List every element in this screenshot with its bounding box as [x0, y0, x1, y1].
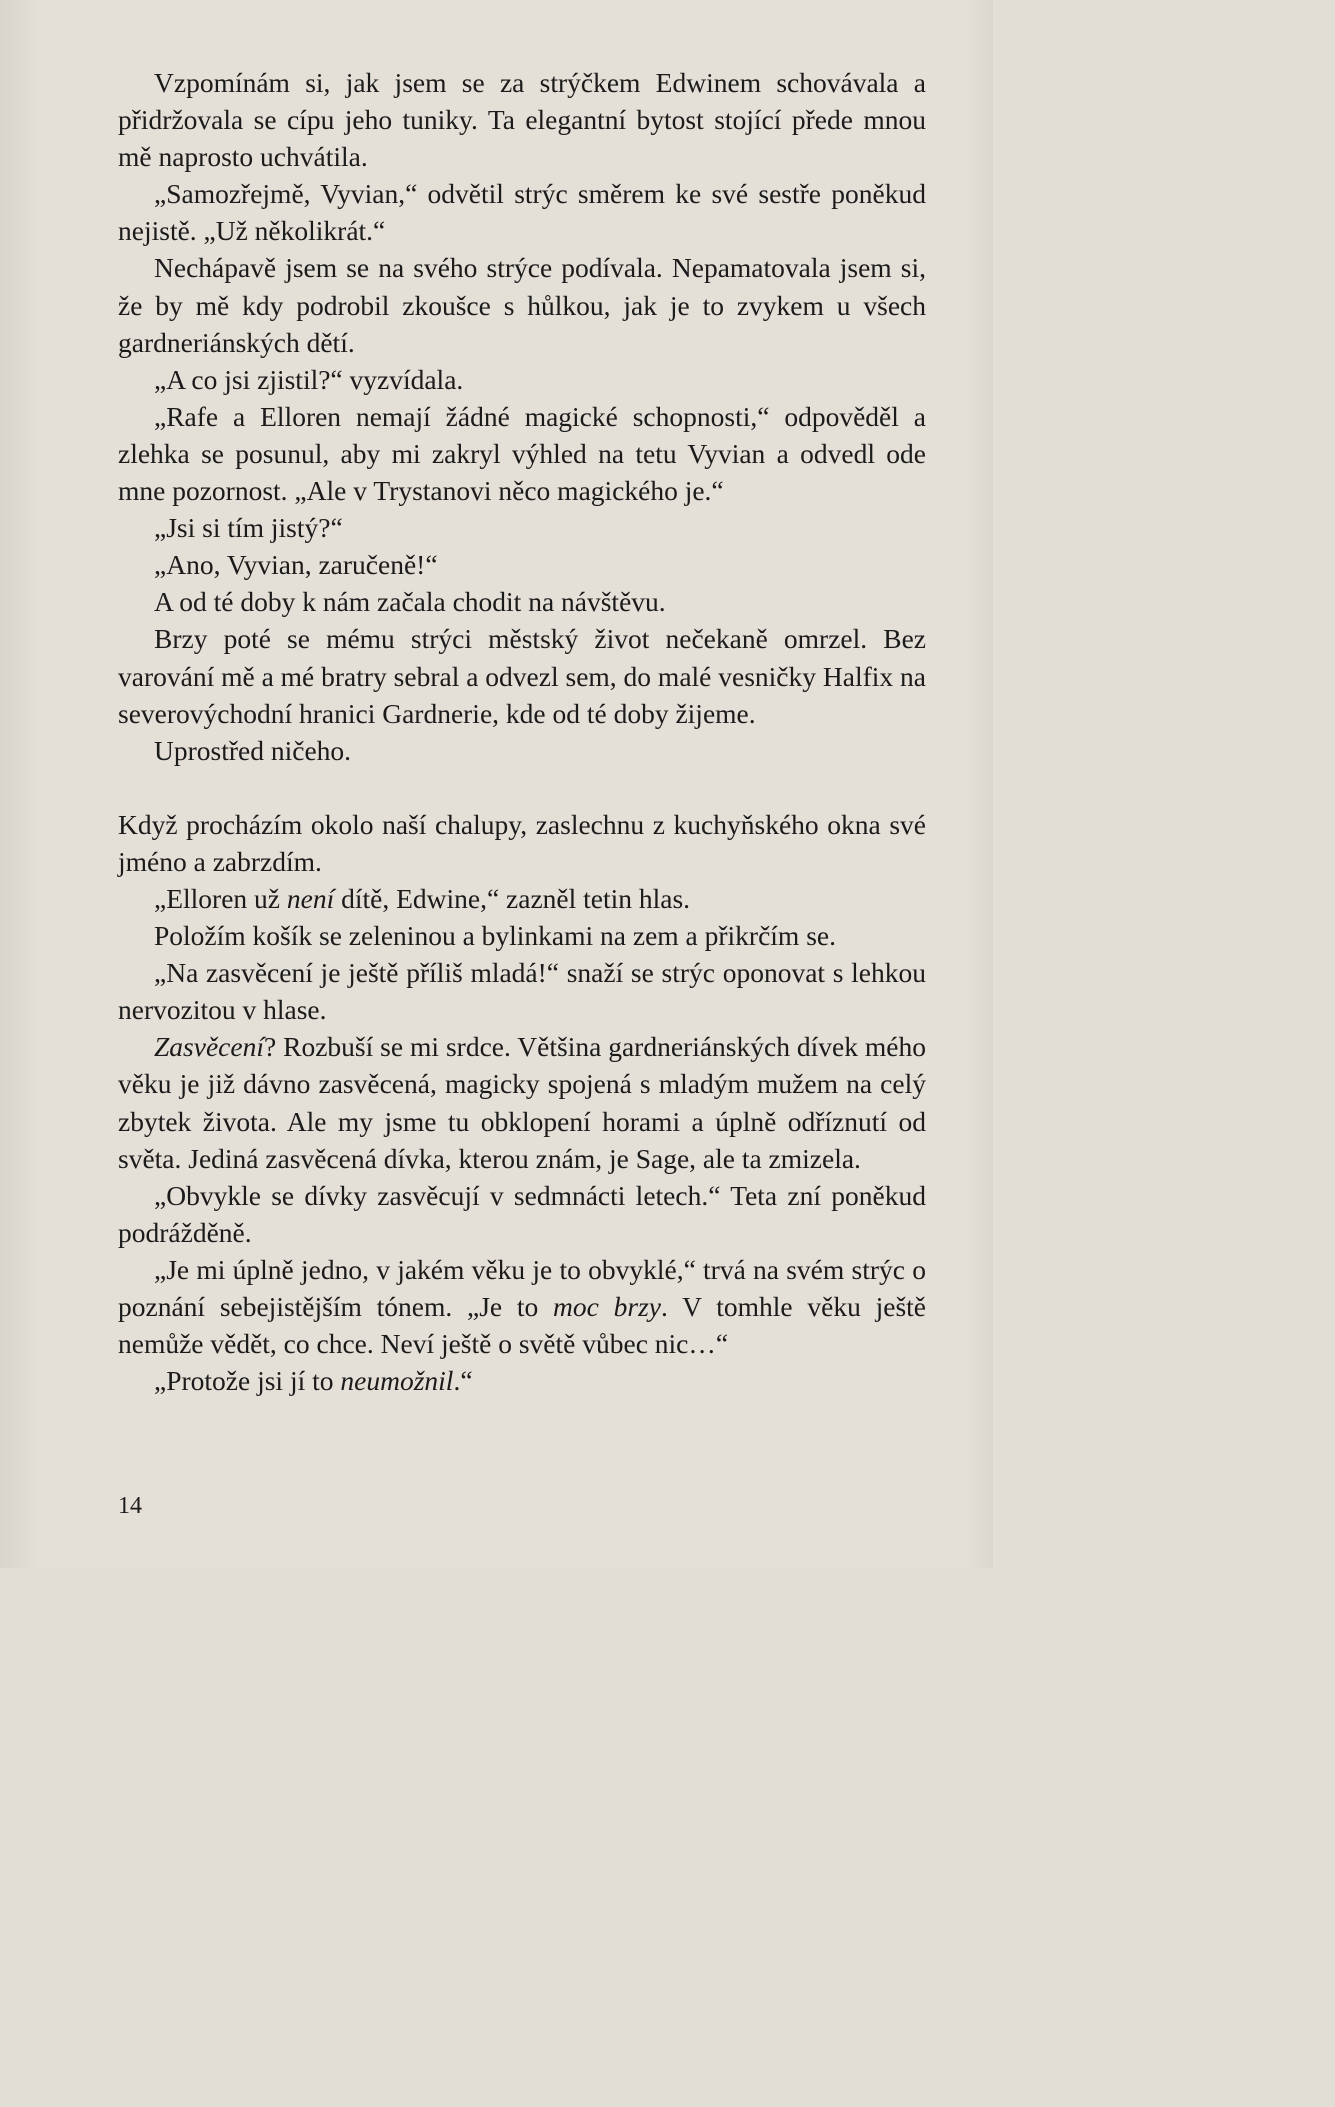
- paragraph: [118, 1251, 926, 1362]
- paragraph: Nechápavě jsem se na svého strýce podívala. Nepamatovala jsem si, že by mě kdy podrobil zkoušce s hůlkou, jak je to zvykem u všech gardneriánských dětí.: [118, 252, 926, 358]
- paragraph: Brzy poté se mému strýci městský život nečekaně omrzel. Bez varování mě a mé bratry sebral a odvezl sem, do malé vesničky Halfix na severovýchodní hranici Gardnerie, kde od té doby žijeme.: [118, 623, 926, 729]
- text-run: „Protože jsi jí to: [154, 1365, 341, 1397]
- paragraph: Když procházím okolo naší chalupy, zaslechnu z kuchyňského okna své jméno a zabrzdím.: [118, 808, 926, 877]
- paragraph: „Samozřejmě, Vyvian,“ odvětil strýc směrem ke své sestře poněkud nejistě. „Už několikrát.“: [118, 178, 926, 247]
- paragraph: „A co jsi zjistil?“ vyzvídala.: [154, 363, 464, 395]
- text-run: ? Rozbuší se mi srdce. Většina gardneriánských dívek mého věku je již dávno zasvěcená, magicky spojená s mladým mužem na celý zbytek života. Ale my jsme tu obklopení horami a úplně odříznutí od světa. Jediná zasvěcená dívka, kterou znám, je Sage, ale ta zmizela.: [118, 1031, 926, 1174]
- emphasis: není: [286, 882, 335, 914]
- paragraph: Položím košík se zeleninou a bylinkami na zem a přikrčím se.: [154, 920, 836, 952]
- paragraph: „Na zasvěcení je ještě příliš mladá!“ snaží se strýc oponovat s lehkou nervozitou v hlase.: [118, 957, 926, 1026]
- paragraph: Vzpomínám si, jak jsem se za strýčkem Edwinem schovávala a přidržovala se cípu jeho tuniky. Ta elegantní bytost stojící přede mnou mě naprosto uchvátila.: [118, 67, 926, 173]
- paragraph: [118, 1028, 926, 1176]
- paragraph: „Obvykle se dívky zasvěcují v sedmnácti letech.“ Teta zní poněkud podrážděně.: [118, 1179, 926, 1248]
- paragraph: „Ano, Vyvian, zaručeně!“: [154, 549, 438, 581]
- paragraph: [118, 880, 926, 917]
- emphasis: neumožnil: [340, 1365, 454, 1397]
- paragraph: Uprostřed ničeho.: [154, 734, 352, 766]
- paragraph: A od té doby k nám začala chodit na návštěvu.: [154, 586, 666, 618]
- emphasis: Zasvěcení: [154, 1031, 264, 1063]
- text-run: . V tomhle věku ještě nemůže vědět, co chce. Neví ještě o světě vůbec nic…“: [118, 1291, 926, 1360]
- text-run: „Je mi úplně jedno, v jakém věku je to obvyklé,“ trvá na svém strýc o poznání sebejistějším tónem. „Je to: [118, 1253, 926, 1322]
- section-break: [118, 769, 926, 806]
- emphasis: moc brzy: [553, 1291, 661, 1322]
- text-run: „Elloren už: [154, 882, 287, 914]
- paragraph: [118, 1362, 926, 1399]
- paragraph: „Rafe a Elloren nemají žádné magické schopnosti,“ odpověděl a zlehka se posunul, aby mi zakryl výhled na tetu Vyvian a odvedl ode mne pozornost. „Ale v Trystanovi něco magického je.“: [118, 400, 926, 507]
- paragraph: „Jsi si tím jistý?“: [154, 512, 343, 544]
- body-text: [118, 64, 926, 1399]
- text-run: .“: [453, 1365, 473, 1397]
- page-number: 14: [118, 1493, 142, 1519]
- text-run: dítě, Edwine,“ zazněl tetin hlas.: [334, 882, 691, 914]
